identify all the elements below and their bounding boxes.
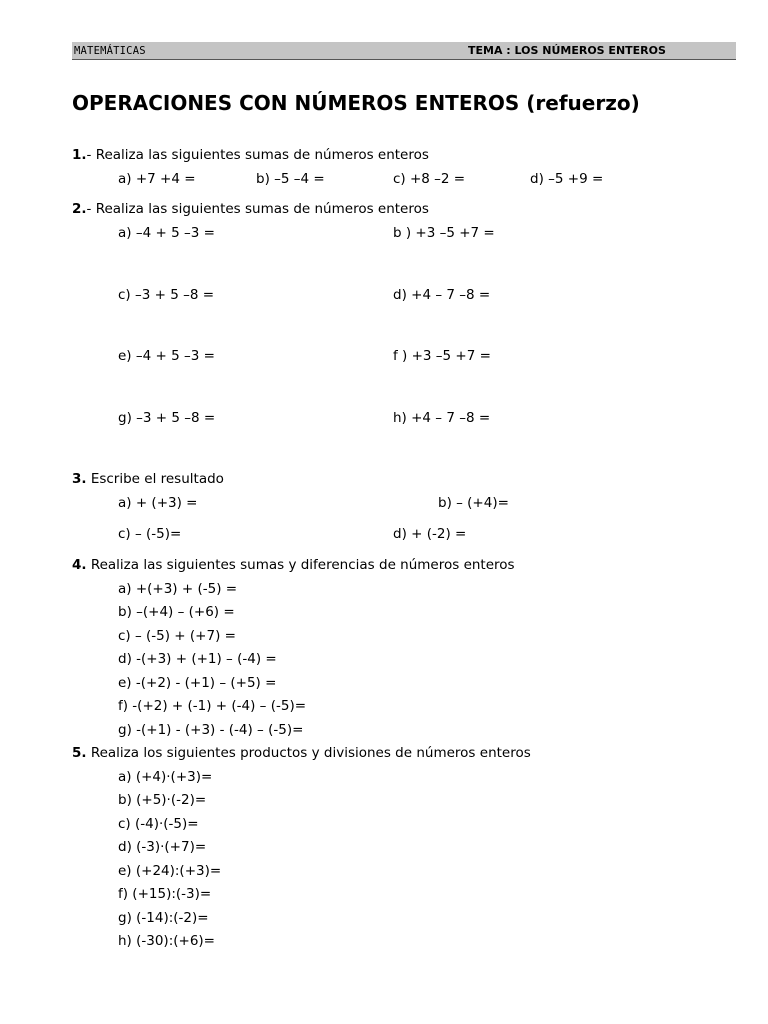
exercise-5-item: e) (+24):(+3)= xyxy=(118,863,222,879)
exercise-4-item: c) – (-5) + (+7) = xyxy=(118,628,236,644)
exercise-5-item: b) (+5)·(-2)= xyxy=(118,792,207,808)
exercise-4-item: e) -(+2) - (+1) – (+5) = xyxy=(118,675,277,691)
exercise-5-item: f) (+15):(-3)= xyxy=(118,886,212,902)
exercise-3-item: c) – (-5)= xyxy=(118,526,182,542)
exercise-3-item: d) + (-2) = xyxy=(393,526,467,542)
exercise-2-item: d) +4 – 7 –8 = xyxy=(393,287,491,303)
exercise-2-item: g) –3 + 5 –8 = xyxy=(118,410,216,426)
exercise-4-item: g) -(+1) - (+3) - (-4) – (-5)= xyxy=(118,722,304,738)
exercise-5-item: g) (-14):(-2)= xyxy=(118,910,209,926)
exercise-3-heading xyxy=(72,471,224,487)
exercise-2-text: - Realiza las siguientes sumas de números enteros xyxy=(86,201,429,217)
exercise-4-item: a) +(+3) + (-5) = xyxy=(118,581,238,597)
exercise-2-item: b ) +3 –5 +7 = xyxy=(393,225,495,241)
exercise-5-heading xyxy=(72,745,531,761)
page-title: OPERACIONES CON NÚMEROS ENTEROS (refuerzo) xyxy=(72,91,640,115)
exercise-4-text: Realiza las siguientes sumas y diferencias de números enteros xyxy=(86,557,515,573)
exercise-2-item: c) –3 + 5 –8 = xyxy=(118,287,215,303)
exercise-1-item: d) –5 +9 = xyxy=(530,171,604,187)
exercise-2-item: a) –4 + 5 –3 = xyxy=(118,225,215,241)
exercise-3-text: Escribe el resultado xyxy=(86,471,224,487)
exercise-5-item: d) (-3)·(+7)= xyxy=(118,839,207,855)
exercise-5-item: a) (+4)·(+3)= xyxy=(118,769,213,785)
header-subject: MATEMÁTICAS xyxy=(74,45,146,57)
exercise-3-item: b) – (+4)= xyxy=(438,495,509,511)
exercise-2-item: e) –4 + 5 –3 = xyxy=(118,348,215,364)
exercise-4-heading xyxy=(72,557,515,573)
exercise-1-heading xyxy=(72,147,429,163)
exercise-2-heading xyxy=(72,201,429,217)
exercise-4-item: b) –(+4) – (+6) = xyxy=(118,604,235,620)
exercise-5-text: Realiza los siguientes productos y divisiones de números enteros xyxy=(86,745,531,761)
exercise-5-number: 5. xyxy=(72,745,87,761)
exercise-4-item: f) -(+2) + (-1) + (-4) – (-5)= xyxy=(118,698,307,714)
page-header xyxy=(72,42,736,60)
exercise-3-item: a) + (+3) = xyxy=(118,495,198,511)
exercise-2-number: 2. xyxy=(72,201,87,217)
exercise-2-item: h) +4 – 7 –8 = xyxy=(393,410,491,426)
exercise-3-number: 3. xyxy=(72,471,87,487)
exercise-1-text: - Realiza las siguientes sumas de números enteros xyxy=(86,147,429,163)
exercise-4-item: d) -(+3) + (+1) – (-4) = xyxy=(118,651,277,667)
exercise-1-item: a) +7 +4 = xyxy=(118,171,196,187)
exercise-5-item: c) (-4)·(-5)= xyxy=(118,816,199,832)
exercise-1-item: c) +8 –2 = xyxy=(393,171,466,187)
exercise-4-number: 4. xyxy=(72,557,87,573)
exercise-1-number: 1. xyxy=(72,147,87,163)
header-topic: TEMA : LOS NÚMEROS ENTEROS xyxy=(468,44,666,57)
exercise-1-item: b) –5 –4 = xyxy=(256,171,325,187)
exercise-2-item: f ) +3 –5 +7 = xyxy=(393,348,491,364)
exercise-5-item: h) (-30):(+6)= xyxy=(118,933,215,949)
